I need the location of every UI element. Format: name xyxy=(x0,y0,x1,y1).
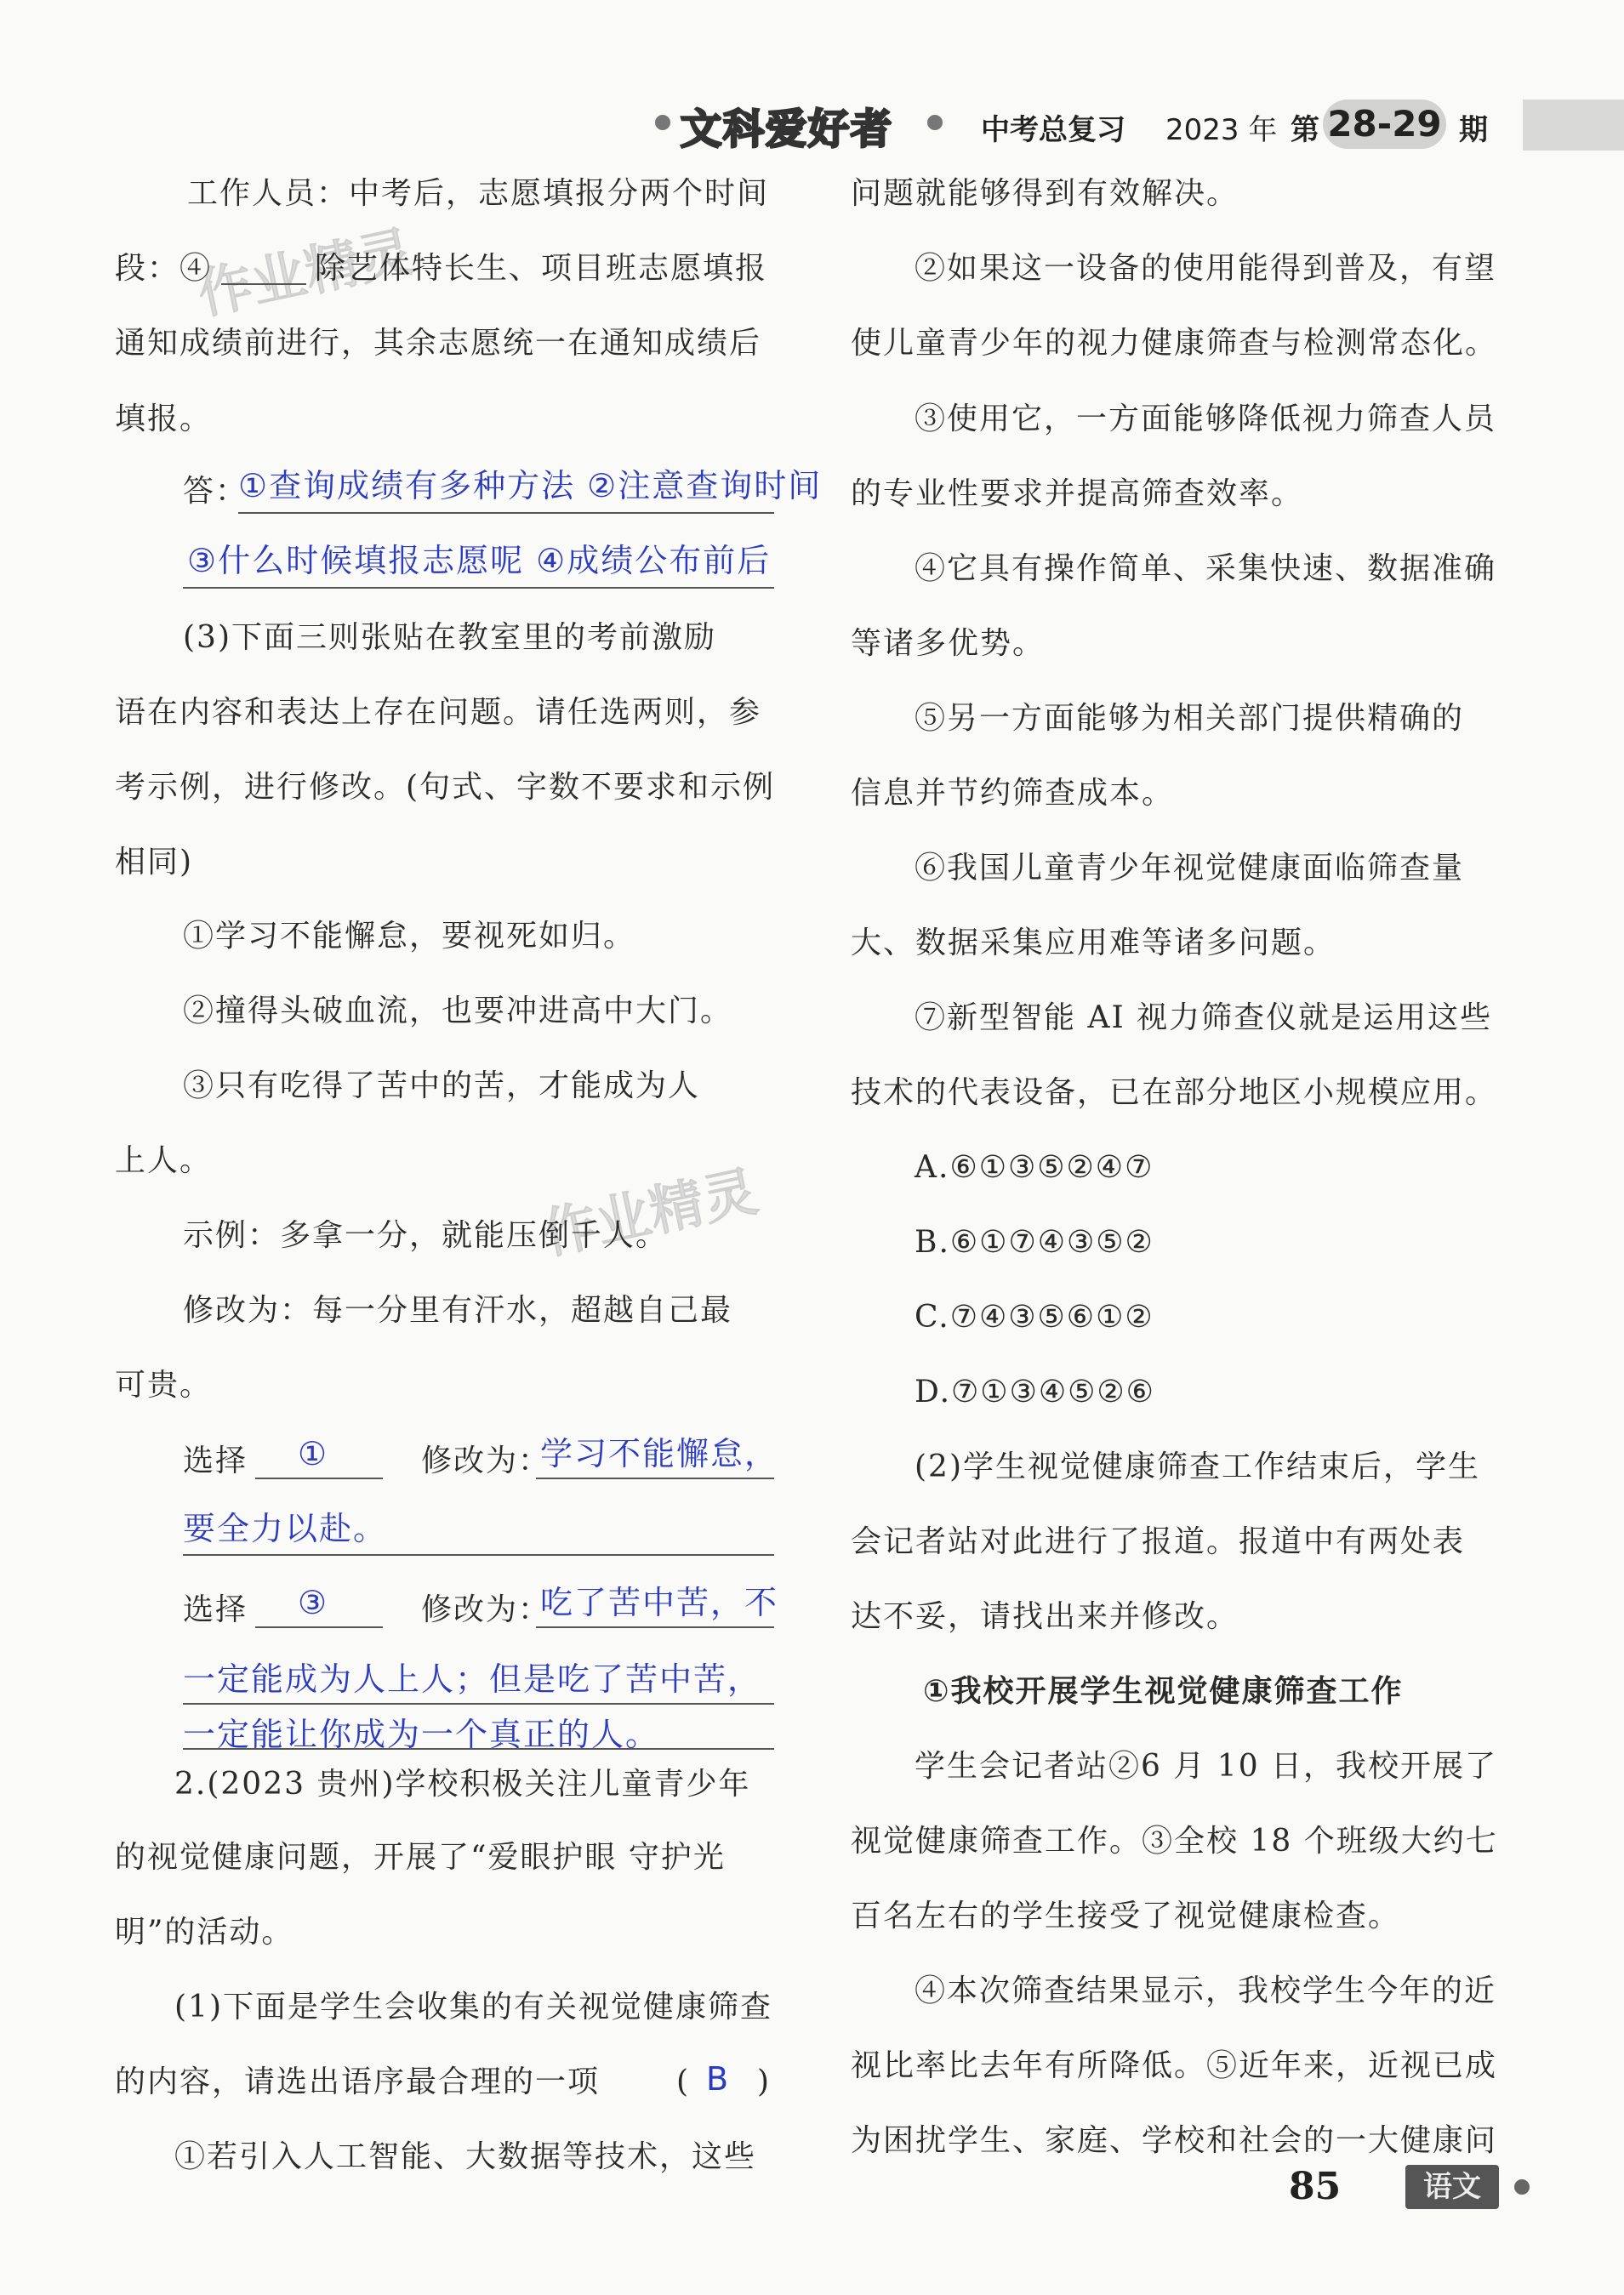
paragraph-line: 工作人员：中考后，志愿填报分两个时间 xyxy=(187,176,770,211)
page-number: 85 xyxy=(1289,2165,1342,2208)
paragraph-line: 信息并节约筛查成本。 xyxy=(851,776,1175,811)
question-line: 明”的活动。 xyxy=(115,1915,294,1950)
handwritten-revision: 一定能让你成为一个真正的人。 xyxy=(183,1716,660,1753)
revision-underline xyxy=(536,1626,774,1628)
choice-underline xyxy=(255,1478,383,1479)
header-subject: 中考总复习 xyxy=(981,113,1125,147)
report-line: 视觉健康筛查工作。③全校 18 个班级大约七 xyxy=(851,1824,1498,1859)
revision-underline xyxy=(183,1554,774,1556)
paragraph-line: 问题就能够得到有效解决。 xyxy=(851,176,1239,211)
paragraph-line: 技术的代表设备，已在部分地区小规模应用。 xyxy=(851,1075,1498,1110)
paragraph-line: 填报。 xyxy=(115,401,213,436)
paragraph-line: 除艺体特长生、项目班志愿填报 xyxy=(315,251,768,286)
report-line: 学生会记者站②6 月 10 日，我校开展了 xyxy=(915,1749,1498,1784)
slogan-item: ①学习不能懈怠，要视死如归。 xyxy=(183,919,636,954)
header-band xyxy=(1523,100,1624,151)
handwritten-answer: ③什么时候填报志愿呢 ④成绩公布前后 xyxy=(187,542,772,579)
question-line: 达不妥，请找出来并修改。 xyxy=(851,1599,1239,1634)
slogan-item: 上人。 xyxy=(115,1143,213,1178)
report-line: 视比率比去年有所降低。⑤近年来，近视已成 xyxy=(851,2048,1498,2083)
revision-line: 可贵。 xyxy=(115,1368,213,1403)
paragraph-line: 通知成绩前进行，其余志愿统一在通知成绩后 xyxy=(115,326,762,361)
question-line: 的视觉健康问题，开展了“爱眼护眼 守护光 xyxy=(115,1840,726,1875)
question-line: 相同) xyxy=(115,845,194,880)
option-a: A.⑥①③⑤②④⑦ xyxy=(915,1150,1154,1185)
report-title: ①我校开展学生视觉健康筛查工作 xyxy=(923,1674,1404,1709)
handwritten-revision: 一定能成为人上人；但是吃了苦中苦， xyxy=(183,1660,762,1698)
paragraph-line: ①若引入人工智能、大数据等技术，这些 xyxy=(174,2139,757,2174)
example-line: 示例：多拿一分，就能压倒千人。 xyxy=(183,1218,669,1253)
question-line: 考示例，进行修改。(句式、字数不要求和示例 xyxy=(115,770,776,805)
watermark-text: 作业精灵 xyxy=(537,1160,764,1267)
answer-label: 答： xyxy=(183,474,248,509)
paragraph-line: ⑤另一方面能够为相关部门提供精确的 xyxy=(915,701,1465,736)
option-b: B.⑥①⑦④③⑤② xyxy=(915,1225,1154,1260)
handwritten-revision: 学习不能懈怠， xyxy=(540,1435,779,1472)
header-year: 2023 年 xyxy=(1165,113,1278,147)
question-line: (1)下面是学生会收集的有关视觉健康筛查 xyxy=(174,1990,772,2024)
paragraph-line: ③使用它，一方面能够降低视力筛查人员 xyxy=(915,401,1497,436)
report-line: ④本次筛查结果显示，我校学生今年的近 xyxy=(915,1973,1497,2008)
paragraph-line: 的专业性要求并提高筛查效率。 xyxy=(851,476,1304,511)
subject-tag: 语文 xyxy=(1405,2165,1499,2209)
paragraph-line: 使儿童青少年的视力健康筛查与检测常态化。 xyxy=(851,326,1498,361)
revision-line: 修改为：每一分里有汗水，超越自己最 xyxy=(183,1293,733,1328)
paragraph-line: 大、数据采集应用难等诸多问题。 xyxy=(851,925,1336,960)
header-issue-suffix: 期 xyxy=(1459,113,1488,147)
handwritten-answer: B xyxy=(706,2060,731,2098)
question-line: 2.(2023 贵州)学校积极关注儿童青少年 xyxy=(174,1767,751,1802)
revision-underline xyxy=(536,1478,774,1479)
answer-bracket-open: ( xyxy=(676,2064,691,2099)
revise-label: 修改为： xyxy=(421,1444,551,1478)
paragraph-line: ⑥我国儿童青少年视觉健康面临筛查量 xyxy=(915,851,1465,886)
revise-label: 修改为： xyxy=(421,1592,551,1627)
handwritten-revision: 吃了苦中苦，不 xyxy=(540,1584,779,1621)
blank-underline xyxy=(221,283,306,285)
footer-dot-icon xyxy=(1514,2179,1530,2195)
revision-underline xyxy=(183,1703,774,1705)
answer-bracket-close: ) xyxy=(757,2064,772,2099)
choice-label: 选择 xyxy=(183,1592,248,1627)
header-issue-number: 28-29 xyxy=(1323,100,1446,149)
option-c: C.⑦④③⑤⑥①② xyxy=(915,1300,1154,1335)
header-dot-icon xyxy=(655,115,670,130)
paragraph-line: ⑦新型智能 AI 视力筛查仪就是运用这些 xyxy=(915,1000,1493,1035)
paragraph-line: ②如果这一设备的使用能得到普及，有望 xyxy=(915,251,1497,286)
question-line: (2)学生视觉健康筛查工作结束后，学生 xyxy=(915,1449,1480,1484)
paragraph-line: 段：④ xyxy=(115,251,213,286)
handwritten-answer: ①查询成绩有多种方法 ②注意查询时间 xyxy=(238,467,823,504)
header-dot-icon xyxy=(927,115,943,130)
option-d: D.⑦①③④⑤②⑥ xyxy=(915,1375,1155,1409)
slogan-item: ③只有吃得了苦中的苦，才能成为人 xyxy=(183,1068,701,1103)
answer-underline xyxy=(238,512,774,514)
magazine-logo: 文科爱好者 xyxy=(681,105,894,153)
revision-underline xyxy=(183,1748,774,1750)
handwritten-choice: ③ xyxy=(298,1584,329,1621)
report-line: 百名左右的学生接受了视觉健康检查。 xyxy=(851,1899,1401,1933)
question-line: 会记者站对此进行了报道。报道中有两处表 xyxy=(851,1524,1466,1559)
watermark-text: 作业精灵 xyxy=(192,220,419,327)
report-line: 为困扰学生、家庭、学校和社会的一大健康问 xyxy=(851,2123,1498,2158)
question-line: 语在内容和表达上存在问题。请任选两则，参 xyxy=(115,695,762,730)
handwritten-revision: 要全力以赴。 xyxy=(183,1510,388,1547)
page-header xyxy=(647,89,1624,162)
question-line: 的内容，请选出语序最合理的一项 xyxy=(115,2064,601,2099)
choice-underline xyxy=(255,1626,383,1628)
paragraph-line: ④它具有操作简单、采集快速、数据准确 xyxy=(915,551,1497,586)
header-issue-prefix: 第 xyxy=(1291,113,1319,147)
handwritten-choice: ① xyxy=(298,1435,329,1472)
choice-label: 选择 xyxy=(183,1444,248,1478)
question-line: (3)下面三则张贴在教室里的考前激励 xyxy=(183,620,716,655)
paragraph-line: 等诸多优势。 xyxy=(851,626,1046,661)
answer-underline xyxy=(183,587,774,589)
slogan-item: ②撞得头破血流，也要冲进高中大门。 xyxy=(183,994,733,1028)
